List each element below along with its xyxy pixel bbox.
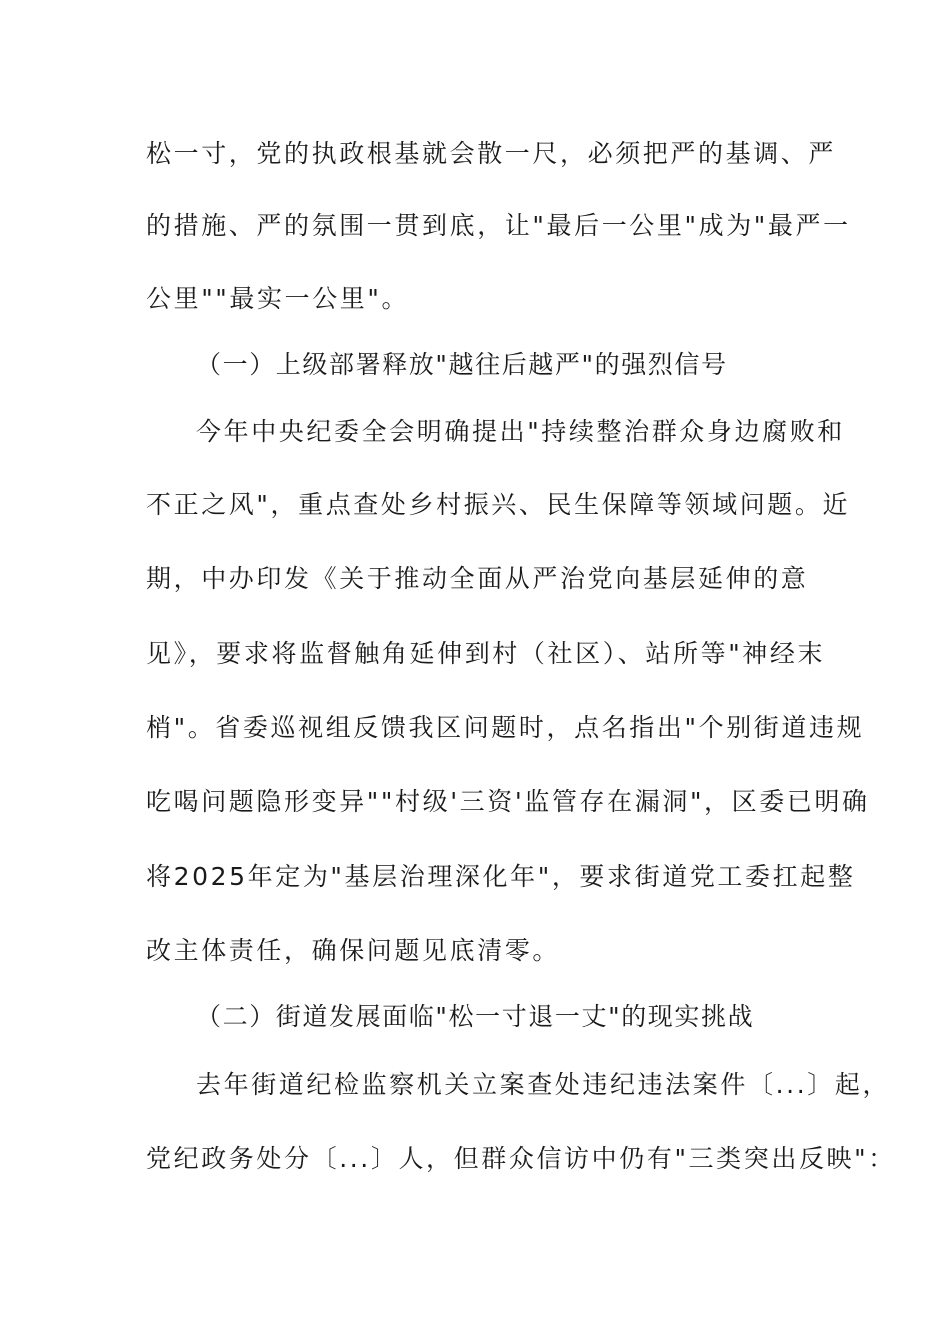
body-text-line: 的措施、严的氛围一贯到底，让"最后一公里"成为"最严一: [146, 211, 851, 240]
body-text-line: 期，中办印发《关于推动全面从严治党向基层延伸的意: [146, 564, 809, 593]
body-text-line: 改主体责任，确保问题见底清零。: [146, 936, 561, 965]
body-text-line: 将2025年定为"基层治理深化年"，要求街道党工委扛起整: [146, 862, 856, 891]
section-heading-1: （一）上级部署释放"越往后越严"的强烈信号: [196, 350, 728, 379]
body-text-line: 党纪政务处分〔...〕人，但群众信访中仍有"三类突出反映"：: [146, 1144, 896, 1173]
body-text-line: 公里""最实一公里"。: [146, 284, 410, 313]
paragraph-first-line: 今年中央纪委全会明确提出"持续整治群众身边腐败和: [196, 417, 845, 446]
body-text-line: 梢"。省委巡视组反馈我区问题时，点名指出"个别街道违规: [146, 713, 865, 742]
body-text-line: 不正之风"，重点查处乡村振兴、民生保障等领域问题。近: [146, 490, 851, 519]
body-text-line: 松一寸，党的执政根基就会散一尺，必须把严的基调、严: [146, 139, 837, 168]
paragraph-first-line: 去年街道纪检监察机关立案查处违纪违法案件〔...〕起，: [196, 1070, 891, 1099]
body-text-line: 见》，要求将监督触角延伸到村（社区）、站所等"神经末: [146, 639, 826, 668]
section-heading-2: （二）街道发展面临"松一寸退一丈"的现实挑战: [196, 1002, 755, 1031]
body-text-line: 吃喝问题隐形变异""村级'三资'监管存在漏洞"，区委已明确: [146, 787, 870, 816]
